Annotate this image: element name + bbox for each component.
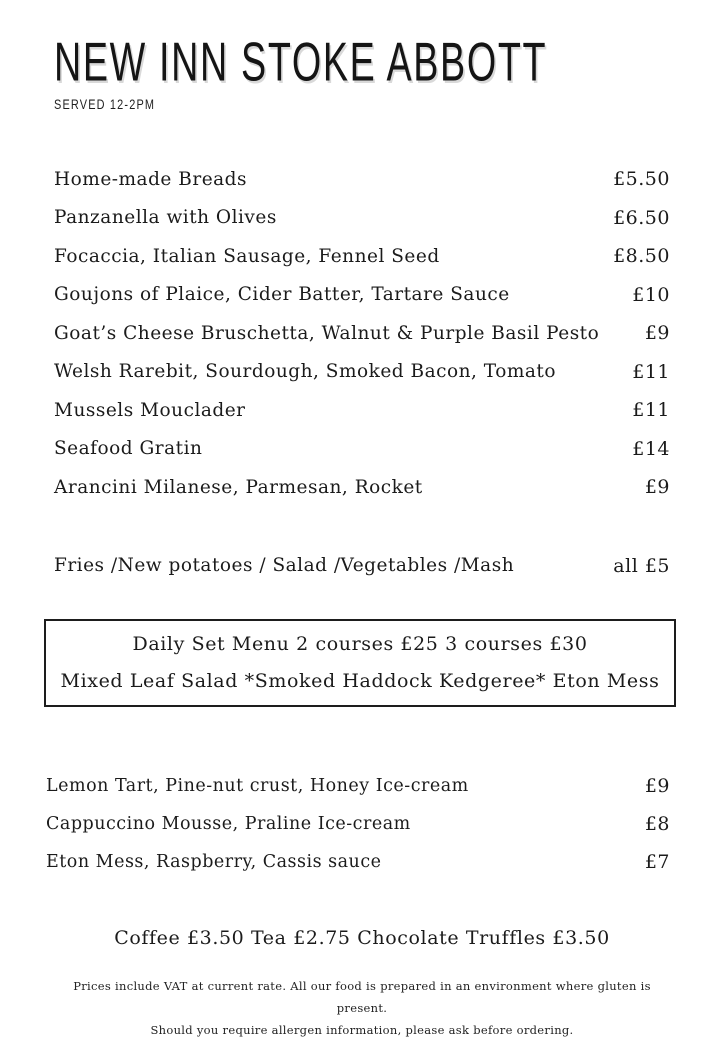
menu-item-price: £6.50: [613, 206, 670, 229]
menu-item-name: Arancini Milanese, Parmesan, Rocket: [54, 476, 423, 498]
menu-item-price: £5.50: [613, 168, 670, 191]
menu-item-name: Goat’s Cheese Bruschetta, Walnut & Purple Basil Pesto: [54, 322, 600, 344]
desserts-list: [46, 767, 670, 881]
menu-item-name: Focaccia, Italian Sausage, Fennel Seed: [54, 245, 440, 267]
sides-name: Fries /New potatoes / Salad /Vegetables /Mash: [54, 555, 515, 577]
menu-item-row: [54, 160, 670, 199]
footer-notice: [54, 975, 670, 1041]
menu-item-price: £8.50: [613, 245, 670, 268]
menu-item-name: Eton Mess, Raspberry, Cassis sauce: [46, 852, 382, 872]
drinks-line: Coffee £3.50 Tea £2.75 Chocolate Truffles £3.50: [114, 927, 610, 949]
menu-item-price: £11: [632, 360, 670, 383]
sides-price: all £5: [613, 554, 670, 577]
restaurant-title-text: NEW INN STOKE ABBOTT: [54, 31, 548, 93]
menu-item-row: [46, 843, 670, 881]
menu-item-row: [54, 237, 670, 276]
menu-item-row: [46, 805, 670, 843]
menu-item-row: [54, 391, 670, 430]
menu-item-price: £7: [644, 851, 670, 873]
menu-item-price: £9: [644, 775, 670, 797]
menu-item-price: £10: [632, 283, 670, 306]
set-menu-box: [44, 619, 676, 707]
menu-item-name: Home-made Breads: [54, 168, 248, 190]
menu-item-name: Seafood Gratin: [54, 438, 203, 460]
menu-item-name: Cappuccino Mousse, Praline Ice-cream: [46, 814, 411, 834]
menu-item-name: Lemon Tart, Pine-nut crust, Honey Ice-cream: [46, 776, 469, 796]
menu-item-row: [54, 430, 670, 469]
menu-item-row: [54, 276, 670, 315]
menu-item-name: Panzanella with Olives: [54, 207, 277, 229]
menu-item-row: [54, 314, 670, 353]
menu-item-name: Welsh Rarebit, Sourdough, Smoked Bacon, Tomato: [54, 361, 556, 383]
menu-item-price: £11: [632, 399, 670, 422]
set-menu-line1: Daily Set Menu 2 courses £25 3 courses £30: [132, 633, 588, 655]
starters-list: [54, 160, 670, 507]
menu-item-row: [54, 353, 670, 392]
restaurant-title: [54, 30, 670, 93]
footer-line1: Prices include VAT at current rate. All our food is prepared in an environment where gluten is present.: [73, 979, 651, 1015]
menu-item-row: [54, 199, 670, 238]
menu-item-price: £9: [644, 322, 670, 345]
menu-item-row: [54, 468, 670, 507]
served-hours-text: SERVED 12-2PM: [54, 96, 156, 112]
served-hours: [54, 94, 670, 116]
menu-item-name: Mussels Mouclader: [54, 399, 246, 421]
menu-item-row: [46, 767, 670, 805]
menu-item-name: Goujons of Plaice, Cider Batter, Tartare Sauce: [54, 284, 510, 306]
menu-item-price: £8: [644, 813, 670, 835]
menu-item-price: £9: [644, 476, 670, 499]
sides-row: [54, 547, 670, 586]
footer-line2: Should you require allergen information, please ask before ordering.: [150, 1023, 574, 1037]
menu-item-price: £14: [632, 437, 670, 460]
set-menu-line2: Mixed Leaf Salad *Smoked Haddock Kedgeree* Eton Mess: [60, 670, 660, 692]
